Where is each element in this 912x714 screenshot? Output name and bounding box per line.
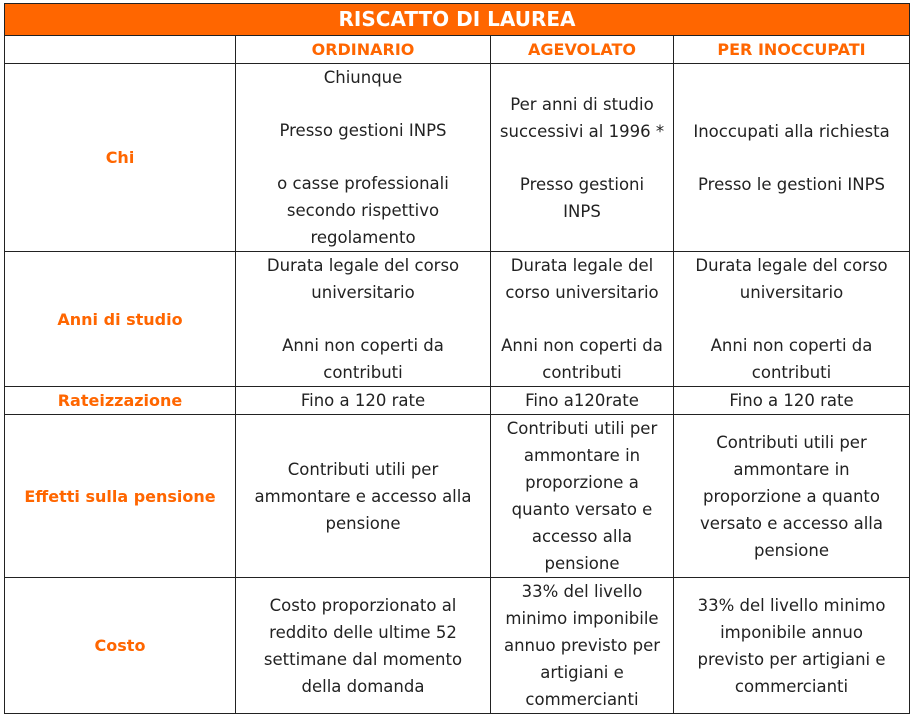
cell-line: contributi [751,363,832,382]
cell-costo-inoccupati [674,578,910,714]
cell-line: commercianti [525,690,639,709]
header-inoccupati: PER INOCCUPATI [674,36,910,64]
cell-line: Presso le gestioni INPS [697,174,886,194]
cell-costo-ordinario [236,578,491,714]
cell-line: pensione [754,540,829,560]
cell-line: commercianti [734,676,849,696]
cell-line: artigiani e [540,663,624,682]
cell-line: proporzione a quanto [703,486,880,506]
row-label-rateizzazione: Rateizzazione [5,387,236,415]
cell-line: minimo imponibile [505,609,659,628]
cell-chi-inoccupati [674,64,910,252]
cell-line: secondo rispettivo [286,201,440,220]
header-empty-cell [5,36,236,64]
cell-line: proporzione a [525,473,639,492]
row-label-effetti-pensione: Effetti sulla pensione [5,415,236,578]
cell-line: contributi [323,363,403,382]
cell-line: previsto per artigiani e [697,649,886,669]
cell-line: Anni non coperti da [710,336,873,355]
cell-effetti-agevolato [491,415,674,578]
cell-line: regolamento [310,228,416,247]
cell-rate-agevolato: Fino a120rate [491,387,674,415]
cell-line: annuo previsto per [503,636,661,655]
cell-line: ammontare e accesso alla [254,486,472,506]
cell-line: Contributi utili per [506,419,658,438]
cell-line: Contributi utili per [287,459,439,479]
cell-line: Anni non coperti da [282,336,444,355]
header-agevolato: AGEVOLATO [491,36,674,64]
cell-line: Costo proporzionato al [269,595,457,615]
cell-line: INPS [563,201,601,221]
cell-anni-inoccupati [674,252,910,387]
title-row [5,4,910,36]
cell-line: contributi [542,363,622,382]
row-label-chi: Chi [5,64,236,252]
cell-chi-agevolato [491,64,674,252]
cell-line: Chiunque [323,68,403,87]
row-costo [5,578,910,714]
cell-line: Contributi utili per [716,432,867,452]
cell-line: successivi al 1996 * [499,121,665,141]
cell-line: imponibile annuo [720,622,863,642]
cell-line: ammontare in [523,446,641,465]
table-title: RISCATTO DI LAUREA [5,4,910,36]
cell-line: Durata legale del corso [695,256,888,275]
row-chi [5,64,910,252]
cell-chi-ordinario [236,64,491,252]
header-row [5,36,910,64]
row-anni-di-studio [5,252,910,387]
cell-rate-inoccupati: Fino a 120 rate [674,387,910,415]
cell-costo-agevolato [491,578,674,714]
row-label-anni-di-studio: Anni di studio [5,252,236,387]
cell-line: 33% del livello [521,582,643,601]
cell-line: o casse professionali [277,174,449,193]
cell-line: accesso alla [531,527,633,546]
cell-rate-ordinario: Fino a 120 rate [236,387,491,415]
cell-line: Durata legale del [510,256,654,275]
cell-anni-ordinario [236,252,491,387]
cell-line: universitario [311,283,415,302]
row-effetti-pensione [5,415,910,578]
cell-effetti-inoccupati [674,415,910,578]
cell-line: versato e accesso alla [700,513,883,533]
cell-line: Anni non coperti da [501,336,663,355]
header-ordinario: ORDINARIO [236,36,491,64]
riscatto-table [4,3,910,714]
cell-anni-agevolato [491,252,674,387]
cell-line: universitario [739,283,844,302]
row-rateizzazione [5,387,910,415]
cell-line: Inoccupati alla richiesta [693,121,890,141]
cell-line: Per anni di studio [510,94,654,114]
cell-line: pensione [544,554,620,573]
row-label-costo: Costo [5,578,236,714]
cell-line: 33% del livello minimo [697,595,886,615]
cell-line: reddito delle ultime 52 [269,622,457,642]
cell-line: settimane dal momento [263,649,463,669]
cell-line: Presso gestioni [519,174,645,194]
cell-line: Durata legale del corso [266,256,460,275]
riscatto-table-container [4,3,909,714]
cell-effetti-ordinario [236,415,491,578]
cell-line: ammontare in [733,459,850,479]
cell-line: Presso gestioni INPS [279,121,447,140]
cell-line: corso universitario [505,283,659,302]
cell-line: quanto versato e [511,500,653,519]
cell-line: della domanda [301,676,425,696]
cell-line: pensione [325,513,401,533]
